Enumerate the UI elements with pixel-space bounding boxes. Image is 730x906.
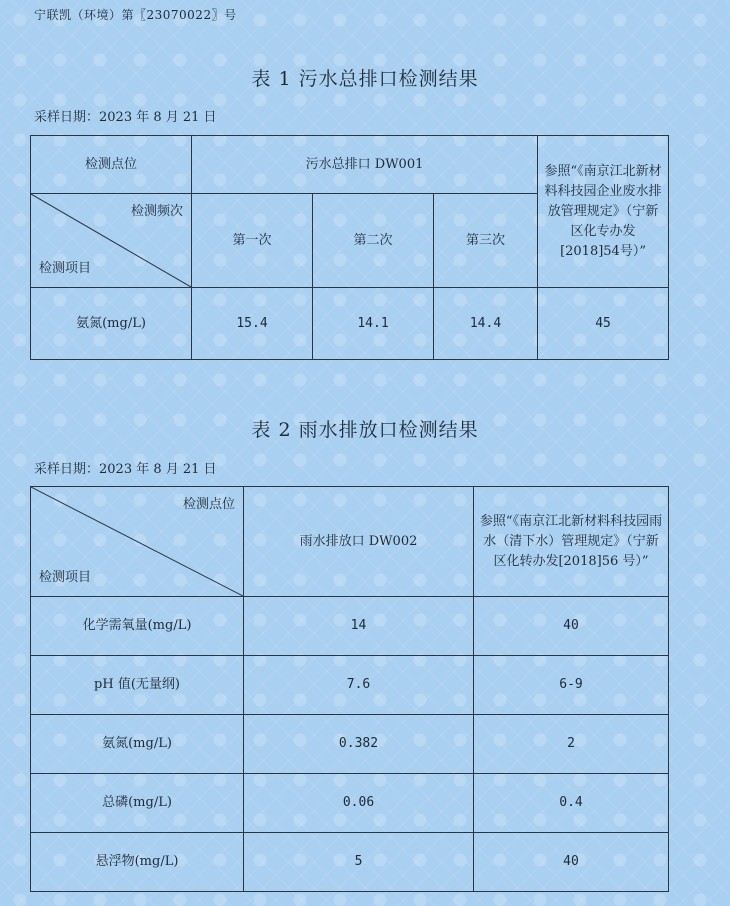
row-value: 0.382	[244, 715, 474, 774]
row-item: pH 值(无量纲)	[31, 656, 244, 715]
row-value-2: 14.1	[313, 288, 434, 360]
row-item: 悬浮物(mg/L)	[31, 833, 244, 892]
row-limit: 6-9	[474, 656, 669, 715]
table-row	[31, 656, 669, 715]
row-value-3: 14.4	[434, 288, 538, 360]
row-value: 7.6	[244, 656, 474, 715]
table-row	[31, 597, 669, 656]
header-outlet: 雨水排放口 DW002	[244, 487, 474, 597]
header-standard: 参照“《南京江北新材料科技园企业废水排放管理规定》（宁新区化专办发[2018]54号）”	[538, 136, 669, 288]
table-row	[31, 715, 669, 774]
row-value: 0.06	[244, 774, 474, 833]
round-3-header: 第三次	[434, 194, 538, 288]
row-item: 总磷(mg/L)	[31, 774, 244, 833]
table-row	[31, 288, 669, 360]
row-item: 氨氮(mg/L)	[31, 715, 244, 774]
item-label: 检测项目	[39, 570, 92, 585]
row-value: 5	[244, 833, 474, 892]
table1-header-row	[31, 136, 669, 194]
table1-sampling-date: 采样日期：2023 年 8 月 21 日	[34, 110, 217, 125]
diagonal-header-cell	[31, 487, 244, 597]
round-1-header: 第一次	[192, 194, 313, 288]
table2-title: 表 2 雨水排放口检测结果	[251, 419, 479, 441]
row-limit: 0.4	[474, 774, 669, 833]
table2-header-row	[31, 487, 669, 597]
wastewater-results-table	[30, 135, 669, 360]
row-item: 化学需氧量(mg/L)	[31, 597, 244, 656]
header-standard: 参照“《南京江北新材料科技园雨水（清下水）管理规定》（宁新区化转办发[2018]56 号）”	[474, 487, 669, 597]
row-limit: 45	[538, 288, 669, 360]
document-number: 宁联凯（环境）第〖23070022〗号	[34, 8, 237, 22]
rainwater-results-table	[30, 486, 669, 892]
point-label: 检测点位	[182, 497, 235, 512]
table-row	[31, 833, 669, 892]
table-row	[31, 774, 669, 833]
header-point-label: 检测点位	[31, 136, 192, 194]
table2-sampling-date: 采样日期：2023 年 8 月 21 日	[34, 462, 217, 477]
item-label: 检测项目	[39, 261, 92, 276]
row-limit: 40	[474, 597, 669, 656]
round-2-header: 第二次	[313, 194, 434, 288]
row-value-1: 15.4	[192, 288, 313, 360]
row-limit: 40	[474, 833, 669, 892]
row-limit: 2	[474, 715, 669, 774]
header-outlet: 污水总排口 DW001	[192, 136, 538, 194]
table1-title: 表 1 污水总排口检测结果	[251, 68, 479, 90]
row-item: 氨氮(mg/L)	[31, 288, 192, 360]
row-value: 14	[244, 597, 474, 656]
freq-label: 检测频次	[130, 204, 183, 219]
diagonal-header-cell	[31, 194, 192, 288]
